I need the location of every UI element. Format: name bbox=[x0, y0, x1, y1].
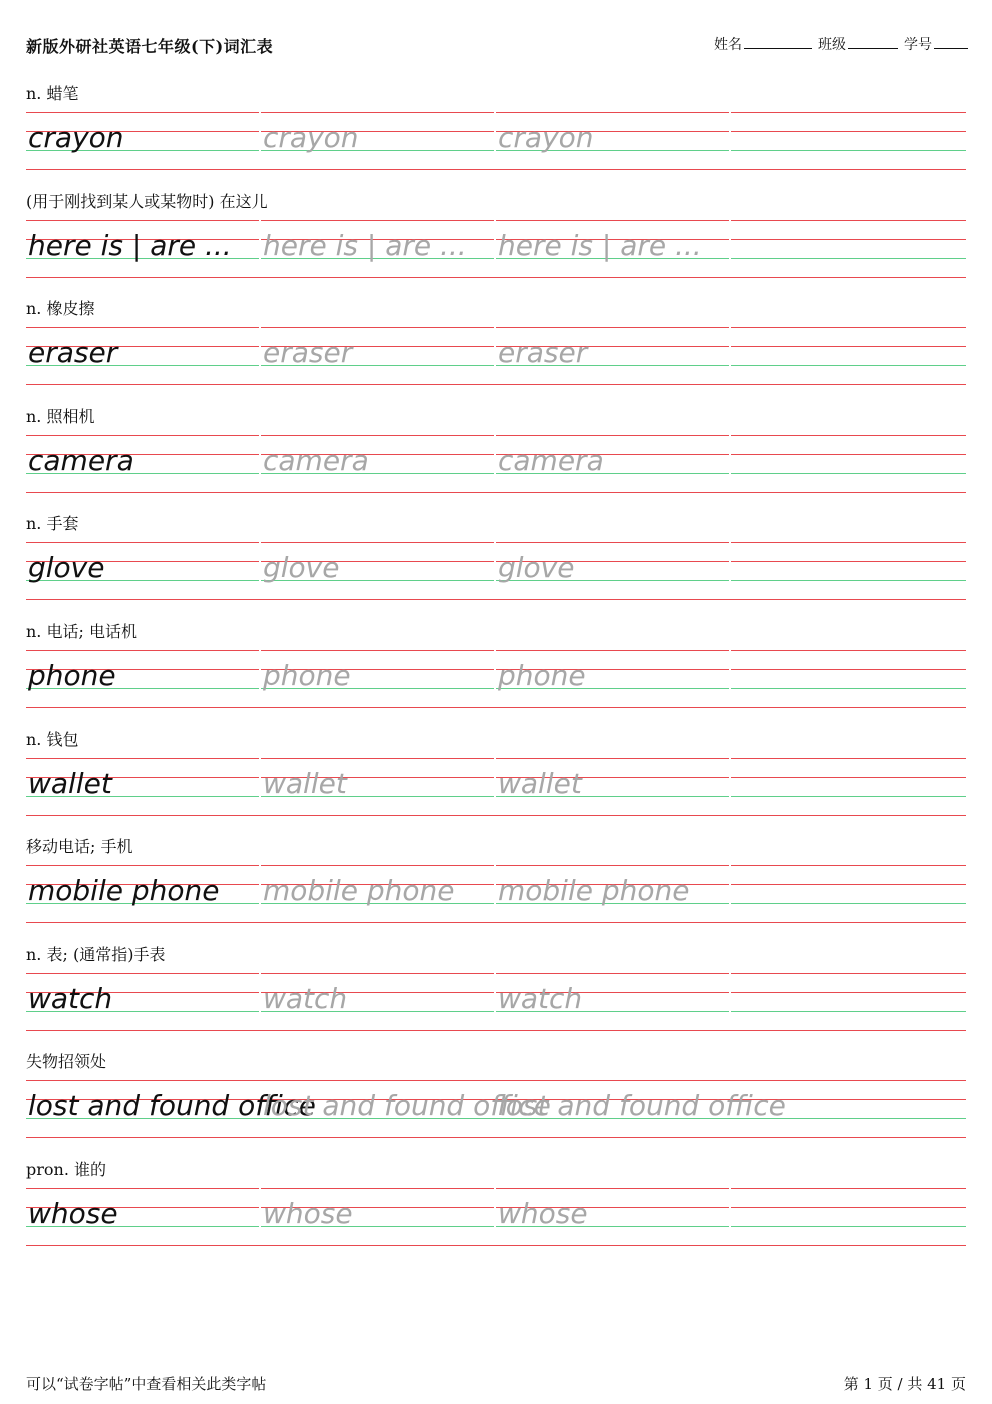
word-model: wallet bbox=[28, 766, 112, 800]
word-trace: camera bbox=[498, 443, 604, 477]
word-trace: here is | are ... bbox=[498, 228, 702, 262]
id-blank bbox=[934, 34, 968, 49]
word-trace: crayon bbox=[263, 121, 359, 154]
word-model: watch bbox=[28, 981, 113, 1015]
vocab-entry bbox=[26, 298, 966, 406]
word-trace: glove bbox=[498, 551, 575, 585]
practice-grid bbox=[26, 112, 966, 169]
word-trace: here is | are ... bbox=[263, 228, 467, 262]
word-trace: glove bbox=[263, 551, 340, 585]
word-trace: wallet bbox=[263, 766, 347, 800]
vocab-entry bbox=[26, 191, 966, 299]
vocab-entry bbox=[26, 729, 966, 837]
word-model: lost and found office bbox=[28, 1089, 316, 1123]
word-model: crayon bbox=[28, 121, 124, 154]
vocab-entry bbox=[26, 944, 966, 1052]
name-field bbox=[714, 34, 812, 54]
footer-note: 可以“试卷字帖”中查看相关此类字帖 bbox=[26, 1375, 267, 1393]
word-trace: camera bbox=[263, 443, 369, 477]
word-model: whose bbox=[28, 1196, 118, 1230]
class-blank bbox=[848, 34, 898, 49]
vocab-entry bbox=[26, 406, 966, 514]
vocab-entry bbox=[26, 83, 966, 191]
word-trace: whose bbox=[263, 1196, 353, 1230]
word-trace: lost and found office bbox=[263, 1089, 551, 1123]
vocab-entry bbox=[26, 836, 966, 944]
class-field bbox=[818, 34, 898, 54]
page-number: 第 1 页 / 共 41 页 bbox=[843, 1375, 966, 1393]
practice-grid bbox=[26, 1188, 966, 1245]
word-meaning: n. 橡皮擦 bbox=[26, 299, 95, 319]
word-meaning: (用于刚找到某人或某物时) 在这儿 bbox=[26, 191, 268, 211]
vocab-entry bbox=[26, 621, 966, 729]
word-trace: mobile phone bbox=[263, 874, 455, 908]
vocabulary-list bbox=[26, 83, 966, 1267]
practice-grid bbox=[26, 435, 966, 492]
word-trace: eraser bbox=[498, 336, 588, 370]
word-meaning: n. 手套 bbox=[26, 514, 79, 534]
id-field bbox=[904, 34, 968, 54]
class-label: 班级 bbox=[818, 37, 846, 53]
word-model: phone bbox=[28, 658, 116, 692]
word-trace: crayon bbox=[498, 121, 594, 154]
word-meaning: n. 电话; 电话机 bbox=[26, 621, 137, 641]
vocab-entry bbox=[26, 1159, 966, 1267]
word-trace: watch bbox=[263, 981, 348, 1015]
vocab-entry bbox=[26, 513, 966, 621]
name-blank bbox=[744, 34, 812, 49]
word-trace: wallet bbox=[498, 766, 582, 800]
word-model: camera bbox=[28, 443, 134, 477]
name-label: 姓名 bbox=[714, 37, 742, 53]
word-meaning: pron. 谁的 bbox=[26, 1159, 107, 1179]
student-info bbox=[714, 34, 968, 54]
word-meaning: n. 照相机 bbox=[26, 406, 95, 426]
word-trace: phone bbox=[263, 658, 351, 692]
page-title: 新版外研社英语七年级(下)词汇表 bbox=[26, 37, 274, 56]
word-trace: phone bbox=[498, 658, 586, 692]
word-trace: watch bbox=[498, 981, 583, 1015]
practice-grid bbox=[26, 758, 966, 815]
practice-grid bbox=[26, 865, 966, 922]
practice-grid bbox=[26, 327, 966, 384]
practice-grid bbox=[26, 1080, 966, 1137]
practice-grid bbox=[26, 650, 966, 707]
word-meaning: n. 蜡笔 bbox=[26, 84, 79, 103]
word-trace: mobile phone bbox=[498, 874, 690, 908]
word-trace: eraser bbox=[263, 336, 353, 370]
word-model: here is | are ... bbox=[28, 228, 232, 262]
word-meaning: 失物招领处 bbox=[26, 1052, 107, 1072]
practice-grid bbox=[26, 542, 966, 599]
word-model: glove bbox=[28, 551, 105, 585]
word-trace: lost and found office bbox=[498, 1089, 786, 1123]
practice-grid bbox=[26, 220, 966, 277]
word-trace: whose bbox=[498, 1196, 588, 1230]
word-meaning: n. 表; (通常指)手表 bbox=[26, 944, 166, 964]
word-meaning: n. 钱包 bbox=[26, 729, 79, 749]
practice-grid bbox=[26, 973, 966, 1030]
id-label: 学号 bbox=[904, 37, 932, 53]
vocab-entry bbox=[26, 1051, 966, 1159]
word-model: eraser bbox=[28, 336, 118, 370]
word-model: mobile phone bbox=[28, 874, 220, 908]
word-meaning: 移动电话; 手机 bbox=[26, 837, 133, 857]
